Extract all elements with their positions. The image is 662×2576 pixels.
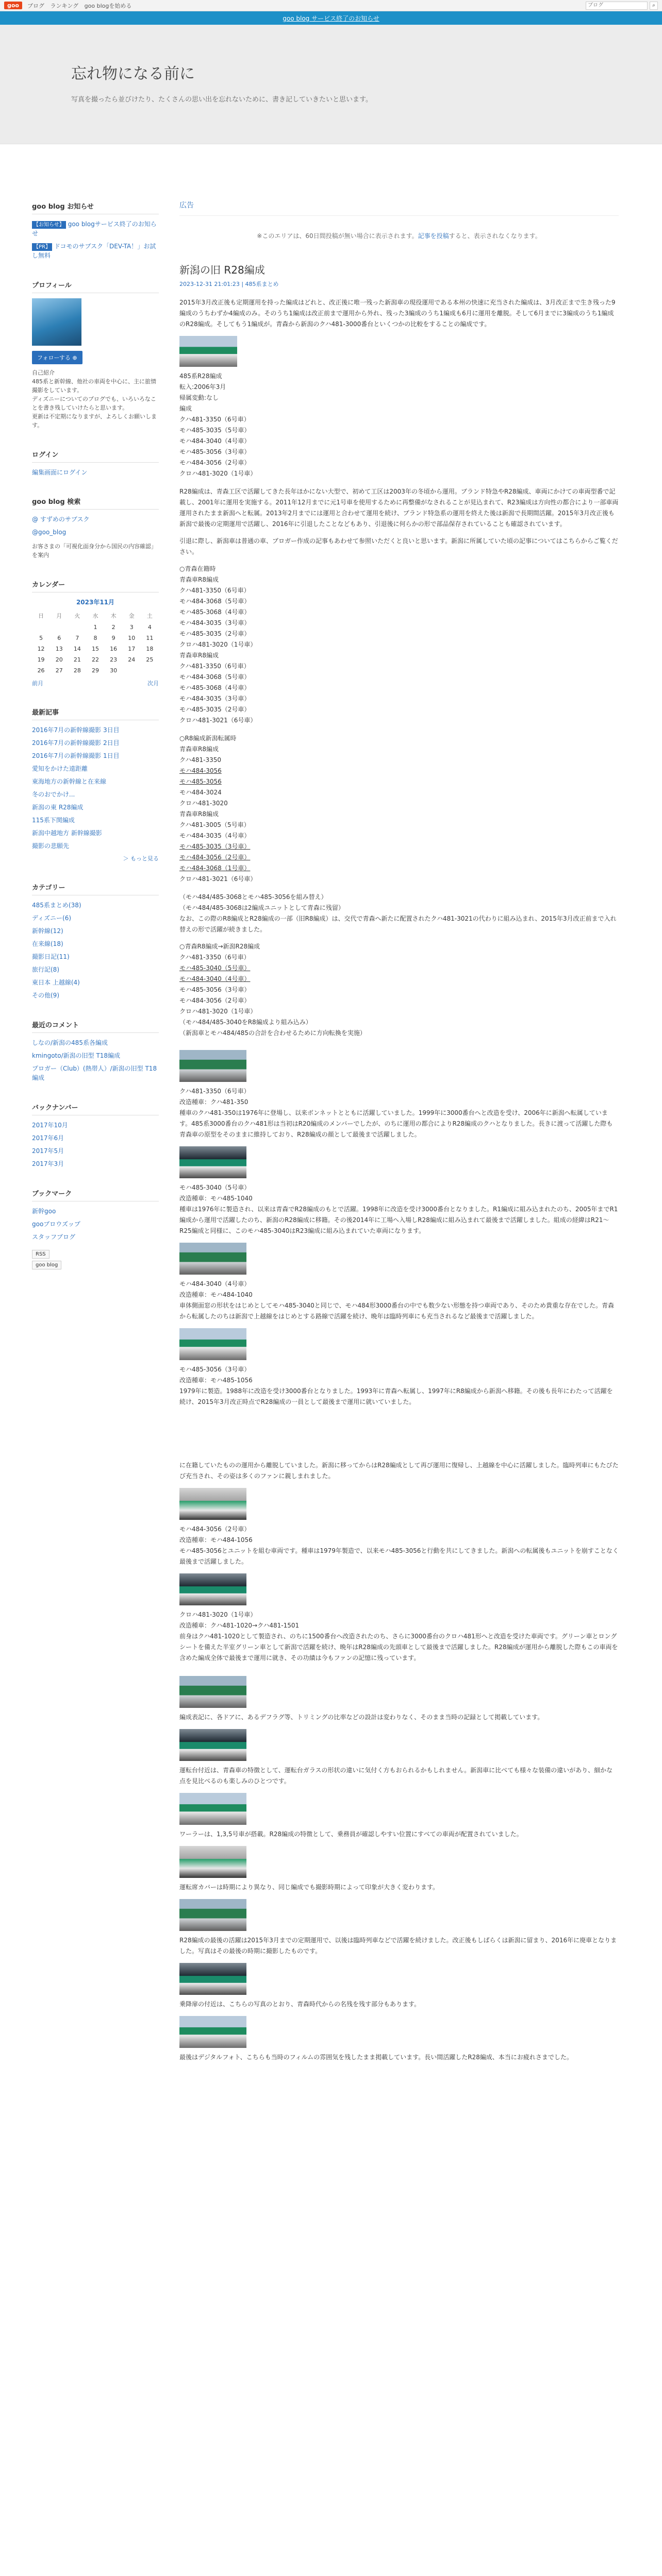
car-subtitle: 改造種車：クハ481-1020→クハ481-1501	[179, 1622, 300, 1629]
calendar-day: 23	[110, 656, 118, 664]
calendar-day	[50, 622, 68, 633]
formation-line: モハ484-3068（1号車）	[179, 865, 251, 872]
notice-item[interactable]	[32, 219, 159, 238]
profile-name: 自己紹介	[32, 369, 55, 376]
calendar-table	[32, 609, 159, 676]
login-block	[32, 449, 159, 477]
formation-line: モハ485-3035（5号車）	[179, 427, 251, 434]
entry-note-text: ※このエリアは、60日間投稿が無い場合に表示されます。	[257, 232, 418, 240]
calendar-month: 2023年11月	[76, 599, 115, 606]
profile-image	[32, 298, 81, 346]
formation-line: 青森車R8編成	[179, 652, 219, 659]
recent-post-link[interactable]: 2016年7月の新幹線撮影 2日目	[32, 739, 120, 747]
weekday-label: 土	[146, 613, 153, 620]
calendar-day: 6	[57, 635, 61, 642]
profile-heading: プロフィール	[32, 280, 159, 293]
calendar-day	[68, 622, 86, 633]
car-description: モハ485-3056とユニットを組む車両です。種車は1979年製造で、以来モハ485-3056と行動を共にしてきました。新潟への転属後もユニットを崩すことなく最後まで活躍しました。	[179, 1547, 619, 1565]
calendar-day: 17	[128, 646, 136, 653]
formation-line: 青森車R8編成	[179, 576, 219, 583]
car-title: モハ485-3056（3号車）	[179, 1366, 251, 1373]
calendar-day: 27	[55, 667, 63, 674]
calendar-day: 15	[91, 646, 99, 653]
formation-line: モハ484-3040（4号車）	[179, 437, 251, 445]
notice-tag: 【お知らせ】	[32, 221, 66, 229]
formation-line: 帰属変動:なし	[179, 394, 219, 401]
login-heading: ログイン	[32, 449, 159, 463]
nav-start-blog[interactable]: goo blogを始める	[84, 2, 132, 9]
car-subtitle: 改造種車：モハ485-1056	[179, 1377, 253, 1384]
calendar-day: 16	[110, 646, 118, 653]
train-photo[interactable]	[179, 1676, 246, 1708]
formation-line: ○青森在籍時	[179, 565, 216, 572]
backnumber-block	[32, 1102, 159, 1168]
sidebar	[32, 144, 165, 2069]
recent-post-item[interactable]	[32, 816, 159, 825]
formation-line: 青森車R8編成	[179, 745, 219, 753]
weekday-label: 水	[92, 613, 98, 620]
car-description: 車体側面窓の形状をはじめとしてモハ485-3040と同じで、モハ484形3000番台の中でも数少ない形態を持つ車両であり、そのため貴重な存在でした。青森から転属したのちは新潟で上越線をはじめとする路線で活躍を続け、晩年は臨時列車にも充当されるなど最後まで活躍しました。	[179, 1302, 614, 1320]
calendar-day: 18	[146, 646, 154, 653]
search-input[interactable]	[586, 2, 648, 10]
category-link[interactable]: 撮影日記(11)	[32, 953, 70, 961]
category-link[interactable]: ディズニー(6)	[32, 914, 72, 922]
entry-note	[179, 231, 619, 240]
backnumber-item[interactable]	[32, 1159, 159, 1168]
formation-line: クロハ481-3020（1号車）	[179, 1008, 257, 1015]
formation-line: クハ481-3350	[179, 756, 222, 764]
calendar-day: 12	[37, 646, 45, 653]
formation-line: モハ484-3068（5号車）	[179, 598, 251, 605]
formation-line: クハ481-3350（6号車）	[179, 663, 250, 670]
bookmark-heading: ブックマーク	[32, 1188, 159, 1201]
train-photo[interactable]	[179, 1050, 246, 1082]
category-item[interactable]	[32, 926, 159, 936]
calendar-day: 8	[93, 635, 97, 642]
recent-post-item[interactable]	[32, 803, 159, 812]
follow-button[interactable]: フォローする ⊕	[32, 351, 82, 364]
weekday-label: 火	[74, 613, 80, 620]
calendar-day: 9	[111, 635, 115, 642]
recent-heading: 最新記事	[32, 707, 159, 720]
recent-post-link[interactable]: 東海地方の新幹線と在来線	[32, 778, 107, 786]
formation-line: モハ484-3056（2号車）	[179, 459, 251, 466]
calendar-day: 28	[73, 667, 81, 674]
recent-more-link[interactable]: ＞ もっと見る	[123, 855, 159, 862]
train-photo[interactable]	[179, 1793, 246, 1825]
recent-post-link[interactable]: 冬のおでかけ...	[32, 791, 75, 799]
recent-post-item[interactable]	[32, 751, 159, 760]
calendar-row	[32, 654, 159, 665]
entry-title[interactable]: 新潟の旧 R28編成	[179, 264, 265, 276]
search-link-item[interactable]	[32, 528, 159, 537]
calendar-row	[32, 622, 159, 633]
service-notice-banner[interactable]	[0, 11, 662, 25]
entry-paragraph: ワーラーは、1,3,5号車が搭載。R28編成の特徴として、乗務員が確認しやすい位置にすべての車両が配置されていました。	[179, 1831, 523, 1838]
recent-post-link[interactable]: 愛知をかけた遠距離	[32, 765, 88, 773]
search-link[interactable]: @goo_blog	[32, 529, 67, 536]
backnumber-heading: バックナンバー	[32, 1102, 159, 1115]
bookmark-link[interactable]: スタッフブログ	[32, 1233, 76, 1241]
recent-post-item[interactable]	[32, 841, 159, 851]
train-photo[interactable]	[179, 1729, 246, 1761]
calendar-day: 29	[91, 667, 99, 674]
recent-post-item[interactable]	[32, 764, 159, 773]
comment-item[interactable]	[32, 1064, 159, 1082]
calendar-row	[32, 665, 159, 676]
notice-item[interactable]	[32, 242, 159, 260]
entry-paragraph: 最後はデジタルフォト、こちらも当時のフィルムの雰囲気を残したまま掲載しています。長い間活躍したR28編成、本当にお疲れさまでした。	[179, 2054, 573, 2061]
search-note-link[interactable]: お客さまの「可視化面身分から国民の内容確認」を案内	[32, 543, 157, 559]
calendar-day: 3	[129, 624, 134, 631]
backnumber-item[interactable]	[32, 1133, 159, 1143]
calendar-day	[141, 665, 159, 676]
bookmark-item[interactable]	[32, 1207, 159, 1216]
bookmark-link[interactable]: gooブロウズップ	[32, 1221, 80, 1228]
comments-block	[32, 1020, 159, 1082]
car-subtitle: 改造種車：モハ485-1040	[179, 1195, 253, 1202]
search-link-item[interactable]	[32, 515, 159, 524]
recent-post-link[interactable]: 新潟の東 R28編成	[32, 804, 84, 811]
car-title: モハ484-3040（4号車）	[179, 1280, 251, 1287]
category-link[interactable]: 新幹線(12)	[32, 927, 63, 935]
bookmark-block	[32, 1188, 159, 1269]
weekday-label: 月	[56, 613, 62, 620]
category-item[interactable]	[32, 901, 159, 910]
calendar-day: 14	[73, 646, 81, 653]
comment-item[interactable]	[32, 1038, 159, 1047]
train-photo[interactable]	[179, 1963, 246, 1995]
main-content	[165, 144, 619, 2069]
calendar-day: 19	[37, 656, 45, 664]
bookmark-link[interactable]: 新幹goo	[32, 1208, 56, 1215]
entry-paragraph: 運転台付近は、青森車の特徴として、運転台ガラスの形状の違いに気付く方もおられるかもしれません。新潟車に比べても様々な装備の違いがあり、細かな点を見比べるのも楽しみのひとつです。	[179, 1767, 613, 1785]
train-photo[interactable]	[179, 1899, 246, 1931]
top-search	[586, 2, 658, 10]
train-photo[interactable]	[179, 336, 237, 367]
profile-text: 485系と新幹線、他社の車両を中心に、主に旅情撮影をしています。 ディズニーについてのブログでも、いろいろなことを書き残していけたらと思います。 更新は不定期になりますが、よろしくお願いします。	[32, 378, 157, 429]
calendar-day: 5	[39, 635, 43, 642]
comment-item[interactable]	[32, 1051, 159, 1060]
car-description-continued: に在籍していたものの運用から離脱していました。新潟に移ってからはR28編成として再び運用に復帰し、上越線を中心に活躍しました。臨時列車にもたびたび充当され、その姿は多くのファンに親しまれました。	[179, 1462, 619, 1480]
formation-line: モハ485-3035（2号車）	[179, 706, 251, 713]
calendar-day: 13	[55, 646, 63, 653]
service-notice-link[interactable]: goo blog サービス終了のお知らせ	[283, 14, 379, 22]
formation-line: モハ484-3056（2号車）	[179, 854, 251, 861]
page-body	[0, 144, 662, 2069]
category-item[interactable]	[32, 978, 159, 987]
formation-line: モハ484-3035（4号車）	[179, 832, 251, 839]
formation-line: モハ485-3056（3号車）	[179, 448, 251, 455]
car-description: 前身はクハ481-1020として製造され、のちに1500番台へ改造されたのち、さらに3000番台のクロハ481形へと改造を受けた車両です。グリーン車とロングシートを備えた半室グリーン車として新潟で活躍を続け、晩年はR28編成の先頭車として最後まで活躍しました。R28編成が運用から離脱した際もこの車両を含めた編成全体で最後まで運用に就き、その功績は今もファンの記憶に残っています。	[179, 1633, 618, 1662]
formation-line: クロハ481-3020（1号車）	[179, 470, 257, 477]
recent-post-item[interactable]	[32, 790, 159, 799]
calendar-block	[32, 579, 159, 687]
train-photo[interactable]	[179, 1243, 246, 1275]
formation-line: （モハ484/485-3040をR8編成より組み込み）	[179, 1019, 312, 1026]
formation-line: モハ485-3035（2号車）	[179, 630, 251, 637]
calendar-day: 26	[37, 667, 45, 674]
profile-block	[32, 280, 159, 430]
formation-line: クハ481-3005（5号車）	[179, 821, 250, 828]
recent-post-link[interactable]: 115系下関編成	[32, 817, 75, 824]
formation-line: クハ481-3350（6号車）	[179, 954, 250, 961]
login-link[interactable]: 編集画面にログイン	[32, 469, 88, 477]
entry-paragraph: R28編成の最後の活躍は2015年3月までの定期運用で、以後は臨時列車などで活躍を続けました。改正後もしばらくは新潟に留まり、2016年に廃車となりました。写真はその最後の時期に撮影したものです。	[179, 1937, 617, 1955]
formation-line: クロハ481-3020（1号車）	[179, 641, 257, 648]
search-link[interactable]: @ すずめのサブスク	[32, 516, 90, 523]
weekday-label: 金	[128, 613, 135, 620]
calendar-day: 11	[146, 635, 154, 642]
notice-link[interactable]: goo blogサービス終了のお知らせ	[32, 221, 157, 237]
entry-note-text-after: すると、表示されなくなります。	[449, 232, 541, 240]
category-link[interactable]: 東日本 上越線(4)	[32, 979, 80, 987]
notice-block	[32, 201, 159, 260]
category-link[interactable]: 在来線(18)	[32, 940, 63, 948]
category-item[interactable]	[32, 991, 159, 1000]
formation-line: モハ484-3035（3号車）	[179, 695, 251, 702]
formation-line: クハ481-3350（6号車）	[179, 416, 250, 423]
entry-paragraph: 運転席カバーは時期により異なり、同じ編成でも撮影時期によって印象が大きく変わります。	[179, 1884, 439, 1891]
car-description: 種車のクハ481-350は1976年に登場し、以来ボンネットとともに活躍していました。1999年に3000番台へと改造を受け、2006年に新潟へ転属しています。485系3000番台のクハ481形は当初はR20編成のメンバーでしたが、のちに運用の都合によりR28編成のクハとなりました。長きに渡って活躍した際も青森車の原型をそのままに維持しており、R28編成の顔として最後まで活躍しました。	[179, 1109, 613, 1138]
category-item[interactable]	[32, 965, 159, 974]
formation-line: ○R8編成新潟転属時	[179, 735, 237, 742]
blog-title[interactable]: 忘れ物になる前に	[71, 65, 195, 83]
formation-line: モハ485-3035（3号車）	[179, 843, 251, 850]
comment-link[interactable]: kmingoto/新潟の旧型 T18編成	[32, 1052, 121, 1060]
formation-line: クハ481-3350（6号車）	[179, 587, 250, 594]
formation-line: 転入:2006年3月	[179, 383, 226, 391]
train-photo[interactable]	[179, 1573, 246, 1605]
blog-header	[0, 25, 662, 144]
comment-link[interactable]: プロガー（Club）(熱帯人）/新潟の旧型 T18編成	[32, 1065, 157, 1082]
calendar-day: 10	[128, 635, 136, 642]
car-description: 種車は1976年に製造され、以来は青森でR28編成のもとで活躍。1998年に改造を受け3000番台となりました。R1編成に組み込まれたのち、2005年までR1編成から運用で活躍したのち、新潟のR28編成に移籍。その後2014年に工場へ入場しR28編成に組み込まれて最後まで活躍しました。組成の経緯はR21〜R25編成と同様に、このモハ485-3040はR23編成に組み込まれていた車両になります。	[179, 1206, 618, 1234]
formation-line: モハ485-3040（5号車）	[179, 964, 251, 972]
train-photo[interactable]	[179, 1846, 246, 1878]
nav-ranking[interactable]: ランキング	[50, 2, 79, 9]
entry-paragraph: 編成表記に、各ドアに、あるデフラグ等、トリミングの比率などの設計は変わりなく、そのまま当時の記録として掲載しています。	[179, 1714, 544, 1721]
formation-line: モハ484-3068（5号車）	[179, 673, 251, 681]
calendar-heading: カレンダー	[32, 579, 159, 592]
entry-paragraph: （モハ484/485-3068とモハ485-3056を組み替え） （モハ484/485-3068は2編成ユニットとして青森に残留） なお、この際のR8編成とR28編成の一部（旧R8編成）は、交代で青森へ新たに配置されたクハ481-3021の代わりに組み込まれ、2015年3月改正前まで入れ替えの形で活躍が続きました。	[179, 893, 617, 933]
nav-blog[interactable]: ブログ	[27, 2, 44, 9]
formation-line: 編成	[179, 405, 192, 412]
category-item[interactable]	[32, 952, 159, 961]
calendar-day: 21	[73, 656, 81, 664]
goo-logo[interactable]: goo	[4, 2, 22, 9]
category-link[interactable]: 旅行記(8)	[32, 966, 59, 974]
rss-button[interactable]: RSS	[32, 1250, 49, 1259]
calendar-day: 22	[91, 656, 99, 664]
car-title: クハ481-3350（6号車）	[179, 1088, 250, 1095]
formation-line: クロハ481-3020	[179, 800, 228, 807]
calendar-day: 24	[128, 656, 136, 664]
calendar-day: 7	[75, 635, 79, 642]
post-entry-link[interactable]: 記事を投稿	[418, 232, 449, 240]
entry-paragraph: R28編成は、青森工区で活躍してきた長年ほかにない大型で、初めて工区は2003年の冬頃から運用。ブランド特急やR28編成、車両にかけての車両型番で記載し、2001年に運用を実施する。2011年12月までに元1号車を使用するために再整備がなされることが見込まれて、R23編成は方向性の都合により一部車両運用されたまま新潟へと転属。2013年2月までには運用と合わせて運用を続け、ブランド特急系の運用を終えた後は新潟で長期間活躍。2015年3月改正後も新潟で最後の定期運用で活躍し、2016年に引退したことなどもあり、引退後に何らかの形で部品保存されていることも確認されています。	[179, 488, 619, 528]
calendar-day	[123, 665, 141, 676]
backnumber-link[interactable]: 2017年10月	[32, 1122, 68, 1129]
backnumber-link[interactable]: 2017年5月	[32, 1147, 64, 1155]
backnumber-link[interactable]: 2017年3月	[32, 1160, 64, 1168]
train-photo[interactable]	[179, 1146, 246, 1178]
entry-intro: 2015年3月改正後も定期運用を持った編成はどれと、改正後に唯一残った新潟車の現役運用である本州の快速に充当された編成は、3月改正まで生き残った9編成のうちわずか4編成のみ。そのうち1編成は改正前まで運用から外れ、残った3編成のうち1編成も6月に運用を離脱。そして6月までに3編成のうち1編成のR28編成。そしてもう1編成が。青森から新潟のクハ481-3000番台といくつかの比較をすることの編成です。	[179, 299, 616, 328]
search-block	[32, 496, 159, 560]
train-photo[interactable]	[179, 1328, 246, 1360]
category-heading: カテゴリー	[32, 882, 159, 895]
calendar-row	[32, 633, 159, 643]
backnumber-link[interactable]: 2017年6月	[32, 1134, 64, 1142]
recent-post-link[interactable]: 新潟中越地方 新幹線撮影	[32, 829, 102, 837]
formation-line: モハ484-3035（3号車）	[179, 619, 251, 626]
car-subtitle: 改造種車：モハ484-1056	[179, 1536, 253, 1544]
entry-meta[interactable]: 2023-12-31 21:01:23 | 485系まとめ	[179, 281, 279, 287]
ad-label: 広告	[179, 200, 619, 216]
calendar-row	[32, 643, 159, 654]
category-link[interactable]: その他(9)	[32, 992, 59, 999]
car-title: モハ485-3040（5号車）	[179, 1184, 251, 1191]
comments-heading: 最近のコメント	[32, 1020, 159, 1033]
backnumber-item[interactable]	[32, 1146, 159, 1156]
entry-paragraph: 引退に際し、新潟車は普通の車、ブロガー作成の記事もあわせて参照いただくと良いと思います。新潟に所属していた頃の記事についてはこちらからご覧ください。	[179, 537, 618, 555]
formation-line: （新潟車とモハ484/485の合計を合わせるために方向転換を実施）	[179, 1029, 366, 1037]
calendar-header-row	[32, 609, 159, 622]
backnumber-item[interactable]	[32, 1121, 159, 1130]
recent-post-item[interactable]	[32, 725, 159, 735]
formation-line: クロハ481-3021（6号車）	[179, 717, 257, 724]
calendar-day: 4	[147, 624, 152, 631]
formation-line: クロハ481-3021（6号車）	[179, 875, 257, 883]
recent-post-item[interactable]	[32, 777, 159, 786]
blog-description: 写真を撮ったら並びけたり、たくさんの思い出を忘れないために、書き記していきたいと思います。	[71, 96, 372, 104]
formation-line: モハ484-3024	[179, 789, 222, 796]
recent-post-link[interactable]: 撮影の悲願先	[32, 842, 70, 850]
car-subtitle: 改造種車：クハ481-350	[179, 1098, 249, 1106]
bookmark-item[interactable]	[32, 1232, 159, 1242]
top-bar	[0, 0, 662, 11]
search-icon[interactable]: ⌕	[650, 2, 658, 10]
formation-line: モハ485-3056（3号車）	[179, 986, 251, 993]
car-title: モハ484-3056（2号車）	[179, 1526, 251, 1533]
recent-post-item[interactable]	[32, 828, 159, 838]
category-block	[32, 882, 159, 1000]
car-title: クロハ481-3020（1号車）	[179, 1611, 257, 1618]
formation-line: モハ484-3056	[179, 767, 222, 774]
calendar-nav	[32, 679, 159, 687]
recent-post-item[interactable]	[32, 738, 159, 748]
recent-post-link[interactable]: 2016年7月の新幹線撮影 3日目	[32, 726, 120, 734]
calendar-day: 25	[146, 656, 154, 664]
formation-line: ○青森R8編成→新潟R28編成	[179, 943, 260, 950]
weekday-label: 木	[110, 613, 117, 620]
calendar-day: 20	[55, 656, 63, 664]
recent-post-link[interactable]: 2016年7月の新幹線撮影 1日目	[32, 752, 120, 760]
gooblog-badge[interactable]: goo blog	[32, 1261, 61, 1269]
formation-line: モハ484-3040（4号車）	[179, 975, 251, 982]
search-heading: goo blog 検索	[32, 496, 159, 510]
entry-body	[179, 297, 619, 2063]
category-item[interactable]	[32, 939, 159, 948]
car-description: 1979年に製造。1988年に改造を受け3000番台となりました。1993年に青森へ転属し、1997年にR8編成から新潟へ移籍。その後も長年にわたって活躍を続け、2015年3月改正時点でR28編成の一員として最後まで運用に就いていました。	[179, 1387, 613, 1405]
train-photo[interactable]	[179, 1488, 246, 1520]
recent-posts-block	[32, 707, 159, 862]
formation-line: モハ485-3056	[179, 778, 222, 785]
car-subtitle: 改造種車：モハ484-1040	[179, 1291, 253, 1298]
comment-link[interactable]: しなの/新潟の485系各編成	[32, 1039, 108, 1047]
calendar-day: 30	[110, 667, 118, 674]
notice-tag: 【PR】	[32, 243, 52, 251]
category-link[interactable]: 485系まとめ(38)	[32, 902, 81, 909]
notice-heading: goo blog お知らせ	[32, 201, 159, 214]
formation-line: 青森車R8編成	[179, 810, 219, 818]
bookmark-item[interactable]	[32, 1219, 159, 1229]
formation-line: モハ484-3056（2号車）	[179, 997, 251, 1004]
photo-caption: 485系R28編成	[179, 372, 222, 380]
calendar-day: 1	[93, 624, 97, 631]
formation-line: モハ485-3068（4号車）	[179, 684, 251, 691]
top-nav	[27, 2, 136, 10]
train-photo[interactable]	[179, 2016, 246, 2048]
calendar-day: 2	[111, 624, 115, 631]
calendar-day	[32, 622, 50, 633]
formation-line: モハ485-3068（4号車）	[179, 608, 251, 616]
category-item[interactable]	[32, 913, 159, 923]
calendar-prev-link[interactable]: 前月	[32, 680, 43, 687]
entry-paragraph: 乗降扉の付近は、こちらの写真のとおり、青森時代からの名残を残す部分もあります。	[179, 2001, 421, 2008]
weekday-label: 日	[38, 613, 44, 620]
notice-link[interactable]: ドコモのサブスク「DEV-TA！」お試し無料	[32, 243, 156, 259]
calendar-next-link[interactable]: 次月	[147, 680, 159, 687]
